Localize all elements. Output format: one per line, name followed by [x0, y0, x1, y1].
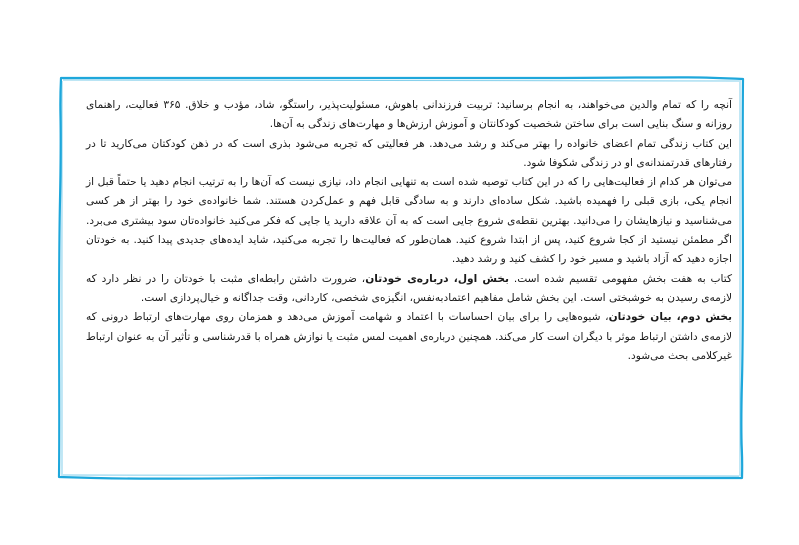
part-two-heading: بخش دوم، بیان خودتان	[608, 311, 732, 324]
paragraph-family-benefit: این کتاب زندگی تمام اعضای خانواده را بهتر می‌کند و رشد می‌دهد. هر فعالیتی که تجربه می‌شود بذری است که در ذهن کودکتان می‌کارید تا در رفتارهای قدرتمندانه‌ی او در زندگی شکوفا شود.	[86, 137, 732, 169]
part-one-heading: بخش اول، درباره‌ی خودتان	[365, 272, 509, 285]
paragraph-how-to-use: می‌توان هر کدام از فعالیت‌هایی را که در این کتاب توصیه شده است به تنهایی انجام داد، نیازی نیست که آن‌ها را به ترتیب انجام دهید یا حتماً قبل از انجام یکی، بازی قبلی را فهمیده باشید. شکل ساده‌ای دارند و به سادگی قابل فهم و عمل‌کردن هستند. شما خانواده‌ی خود را بهتر از هر کسی می‌شناسید و نیازهایشان را می‌دانید. بهترین نقطه‌ی شروع جایی است که به آن علاقه دارید یا جایی که فکر می‌کنید خانواده‌تان سود بیشتری می‌برد. اگر مطمئن نیستید از کجا شروع کنید، پس از ابتدا شروع کنید. همان‌طور که فعالیت‌ها را تجربه می‌کنید، شاید ایده‌های جدیدی پیدا کنید. به خودتان اجازه دهید که آزاد باشید و مسیر خود را کشف کنید و رشد دهید.	[86, 176, 732, 266]
part-two-body: ، شیوه‌هایی را برای بیان احساسات با اعتماد و شهامت آموزش می‌دهد و همزمان روی مهارت‌های ارتباط درونی که لازمه‌ی داشتن ارتباط موثر با دیگران است کار می‌کند. همچنین درباره‌ی اهمیت لمس مثبت یا نوازش همراه با قدرشناسی و تأثیر آن به عنوان ارتباط غیرکلامی بحث می‌شود.	[86, 311, 732, 362]
paragraph-part-two	[86, 308, 732, 366]
book-description	[86, 96, 732, 366]
part-one-body: ، ضرورت داشتن رابطه‌ای مثبت با خودتان را در نظر دارد که لازمه‌ی رسیدن به خوشبختی است. این بخش شامل مفاهیم اعتمادبه‌نفس، انگیزه‌ی شخصی، کاردانی، وقت جداگانه و خیال‌پردازی است.	[86, 272, 732, 304]
part-one-intro: کتاب به هفت بخش مفهومی تقسیم شده است.	[509, 272, 732, 285]
paragraph-part-one	[86, 270, 732, 309]
paragraph-goals: آنچه را که تمام والدین می‌خواهند، به انجام برسانید: تربیت فرزندانی باهوش، مسئولیت‌پذیر، راستگو، شاد، مؤدب و خلاق. ۳۶۵ فعالیت، راهنمای روزانه و سنگ بنایی است برای ساختن شخصیت کودکانتان و آموزش ارزش‌ها و مهارت‌های زندگی به آن‌ها.	[86, 99, 732, 131]
